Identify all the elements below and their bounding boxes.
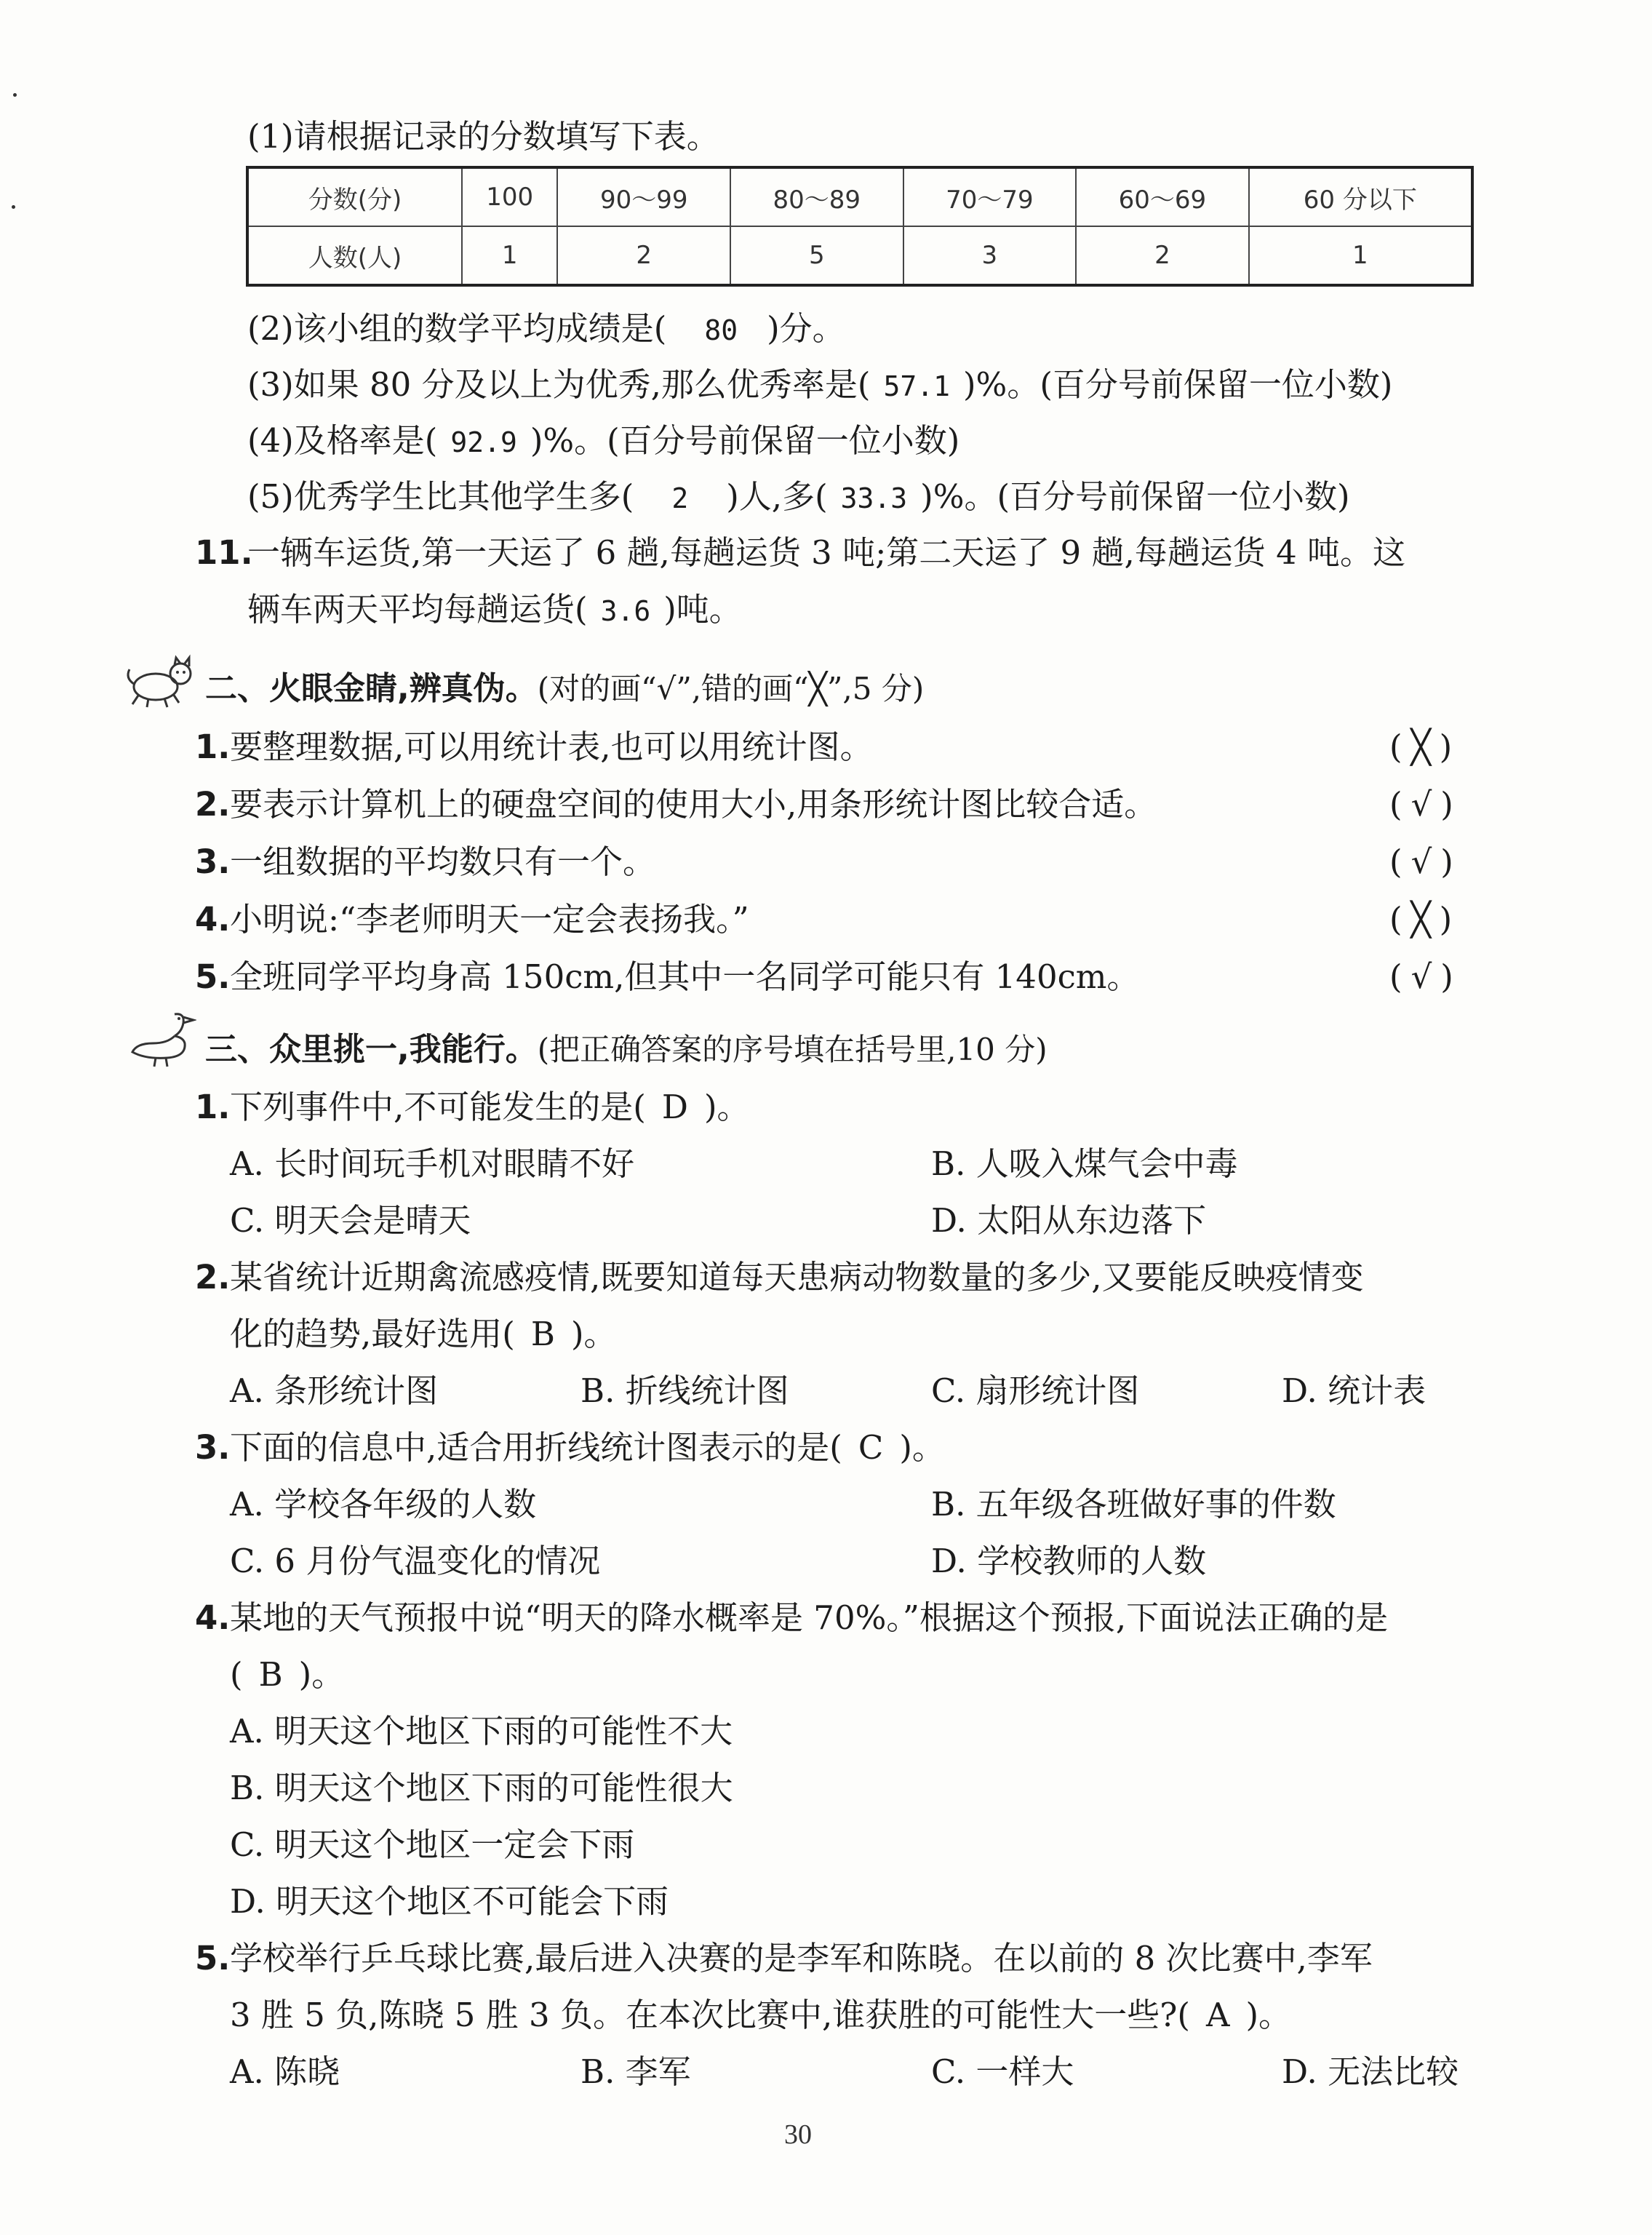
question-text: (5)优秀学生比其他学生多(	[247, 477, 634, 516]
option: D. 明天这个地区不可能会下雨	[230, 1882, 669, 1921]
page-number: 30	[784, 2119, 812, 2150]
answer: B	[530, 1315, 555, 1353]
section-title: 二、火眼金睛,辨真伪。	[205, 670, 538, 707]
scan-speck	[13, 93, 17, 97]
paren: )	[1440, 785, 1453, 824]
answer: 33.3	[840, 482, 908, 514]
section-3-header	[205, 1029, 1048, 1070]
judge-answer	[1389, 784, 1453, 825]
option: B. 李军	[580, 2052, 691, 2091]
question-text: )。	[570, 1315, 617, 1353]
section-note: (把正确答案的序号填在括号里,10 分)	[537, 1032, 1048, 1067]
option: A. 学校各年级的人数	[230, 1485, 537, 1523]
option: A. 长时间玩手机对眼睛不好	[230, 1144, 635, 1183]
option: B. 折线统计图	[580, 1371, 789, 1410]
question-number: 4.	[195, 900, 231, 939]
option: B. 明天这个地区下雨的可能性很大	[230, 1769, 733, 1807]
q11-line1: 一辆车运货,第一天运了 6 趟,每趟运货 3 吨;第二天运了 9 趟,每趟运货 4 吨。这	[247, 533, 1406, 572]
option: C. 明天这个地区一定会下雨	[230, 1825, 635, 1864]
question-text: )分。	[767, 309, 845, 348]
judge-answer	[1389, 957, 1453, 997]
question-number: 1.	[195, 1088, 231, 1126]
option: C. 明天会是晴天	[230, 1201, 471, 1240]
judge-answer	[1389, 842, 1453, 883]
question-number: 5.	[195, 957, 231, 996]
q11-line2	[247, 589, 742, 632]
question-text: (	[230, 1655, 243, 1694]
table-cell: 80～89	[730, 167, 903, 226]
table-count-label: 人数(人)	[247, 226, 462, 285]
question-text: )人,多(	[726, 477, 828, 516]
scan-speck	[12, 205, 15, 209]
judge-item: 要整理数据,可以用统计表,也可以用统计图。	[230, 728, 873, 766]
mc-question: 某省统计近期禽流感疫情,既要知道每天患病动物数量的多少,又要能反映疫情变	[230, 1258, 1364, 1296]
mc-question-line2	[230, 1995, 1291, 2036]
table-cell: 3	[903, 226, 1077, 285]
paren: (	[1389, 900, 1402, 939]
question-number: 2.	[195, 785, 231, 824]
table-cell: 90～99	[557, 167, 730, 226]
paren: )	[1439, 728, 1453, 766]
question-text: (3)如果 80 分及以上为优秀,那么优秀率是(	[247, 365, 871, 404]
judge-answer	[1389, 899, 1452, 940]
question-text: 辆车两天平均每趟运货(	[247, 590, 588, 629]
option: B. 人吸入煤气会中毒	[931, 1144, 1238, 1183]
judge-item: 一组数据的平均数只有一个。	[230, 842, 656, 881]
table-cell: 2	[1076, 226, 1249, 285]
section-title: 三、众里挑一,我能行。	[205, 1031, 538, 1068]
option: A. 明天这个地区下雨的可能性不大	[230, 1712, 733, 1750]
table-header-label: 分数(分)	[247, 167, 462, 226]
question-number: 3.	[195, 1428, 231, 1467]
mc-question	[230, 1427, 945, 1468]
mc-question: 某地的天气预报中说“明天的降水概率是 70%。”根据这个预报,下面说法正确的是	[230, 1598, 1389, 1637]
option: B. 五年级各班做好事的件数	[931, 1485, 1336, 1523]
question-number: 2.	[195, 1258, 231, 1296]
table-row	[247, 167, 1472, 226]
q10-part1: (1)请根据记录的分数填写下表。	[247, 117, 719, 156]
paren: (	[1389, 728, 1402, 766]
question-text: )。	[899, 1428, 945, 1467]
table-cell: 1	[462, 226, 557, 285]
judge-item: 小明说:“李老师明天一定会表扬我。”	[230, 900, 749, 939]
option: D. 学校教师的人数	[931, 1542, 1207, 1580]
judge-item: 全班同学平均身高 150cm,但其中一名同学可能只有 140cm。	[230, 957, 1140, 996]
question-text: 下面的信息中,适合用折线统计图表示的是(	[230, 1428, 842, 1467]
mc-question-line2	[230, 1654, 344, 1695]
question-text: )。	[1245, 1996, 1292, 2034]
mc-question	[230, 1087, 750, 1128]
table-cell: 60～69	[1076, 167, 1249, 226]
section-note: (对的画“√”,错的画“╳”,5 分)	[537, 671, 925, 706]
answer: 2	[671, 482, 689, 514]
question-text: 化的趋势,最好选用(	[230, 1315, 515, 1353]
table-cell: 5	[730, 226, 903, 285]
option: C. 一样大	[931, 2052, 1074, 2091]
option: D. 太阳从东边落下	[931, 1201, 1207, 1240]
answer: 57.1	[883, 370, 950, 402]
question-text: 下列事件中,不可能发生的是(	[230, 1088, 646, 1126]
question-text: )%。(百分号前保留一位小数)	[920, 477, 1350, 516]
option: D. 统计表	[1282, 1371, 1426, 1410]
mc-question: 学校举行乒乓球比赛,最后进入决赛的是李军和陈晓。在以前的 8 次比赛中,李军	[230, 1939, 1373, 1977]
answer-mark: ╳	[1410, 900, 1431, 939]
option: A. 陈晓	[230, 2052, 340, 2091]
answer: 80	[704, 314, 738, 346]
table-cell: 60 分以下	[1249, 167, 1472, 226]
goose-illustration-icon	[124, 1007, 196, 1068]
score-table	[246, 166, 1474, 287]
answer: D	[661, 1088, 688, 1126]
paren: )	[1440, 957, 1453, 996]
question-text: )。	[298, 1655, 345, 1694]
q10-part3	[247, 364, 1392, 407]
answer: A	[1205, 1996, 1230, 2034]
section-2-header	[205, 668, 924, 709]
paren: (	[1389, 785, 1402, 824]
answer: B	[258, 1655, 283, 1694]
paren: )	[1440, 842, 1453, 881]
question-text: )%。(百分号前保留一位小数)	[963, 365, 1393, 404]
question-text: (4)及格率是(	[247, 421, 438, 460]
table-cell: 100	[462, 167, 557, 226]
answer-mark: √	[1410, 785, 1432, 824]
answer-mark: √	[1410, 957, 1432, 996]
q10-part2	[247, 308, 845, 351]
option: C. 6 月份气温变化的情况	[230, 1542, 601, 1580]
question-text: 3 胜 5 负,陈晓 5 胜 3 负。在本次比赛中,谁获胜的可能性大一些?(	[230, 1996, 1190, 2034]
option: C. 扇形统计图	[931, 1371, 1140, 1410]
question-number: 1.	[195, 728, 231, 766]
table-cell: 70～79	[903, 167, 1077, 226]
answer: 92.9	[450, 426, 517, 458]
answer: 3.6	[600, 595, 651, 627]
table-cell: 1	[1249, 226, 1472, 285]
paren: )	[1439, 900, 1453, 939]
cat-illustration-icon	[122, 652, 198, 710]
question-text: )%。(百分号前保留一位小数)	[530, 421, 960, 460]
table-row	[247, 226, 1472, 285]
question-text: )吨。	[663, 590, 742, 629]
question-number: 11.	[195, 533, 253, 572]
question-number: 4.	[195, 1598, 231, 1637]
q10-part5	[247, 477, 1350, 519]
question-number: 5.	[195, 1939, 231, 1977]
judge-item: 要表示计算机上的硬盘空间的使用大小,用条形统计图比较合适。	[230, 785, 1157, 824]
answer: C	[858, 1428, 884, 1467]
answer-mark: ╳	[1410, 728, 1431, 766]
paren: (	[1389, 957, 1402, 996]
judge-answer	[1389, 727, 1452, 768]
q10-part4	[247, 421, 959, 463]
option: A. 条形统计图	[230, 1371, 439, 1410]
question-number: 3.	[195, 842, 231, 881]
paren: (	[1389, 842, 1402, 881]
question-text: (2)该小组的数学平均成绩是(	[247, 309, 667, 348]
question-text: )。	[703, 1088, 750, 1126]
table-cell: 2	[557, 226, 730, 285]
answer-mark: √	[1410, 842, 1432, 881]
mc-question-line2	[230, 1314, 617, 1355]
option: D. 无法比较	[1282, 2052, 1459, 2091]
